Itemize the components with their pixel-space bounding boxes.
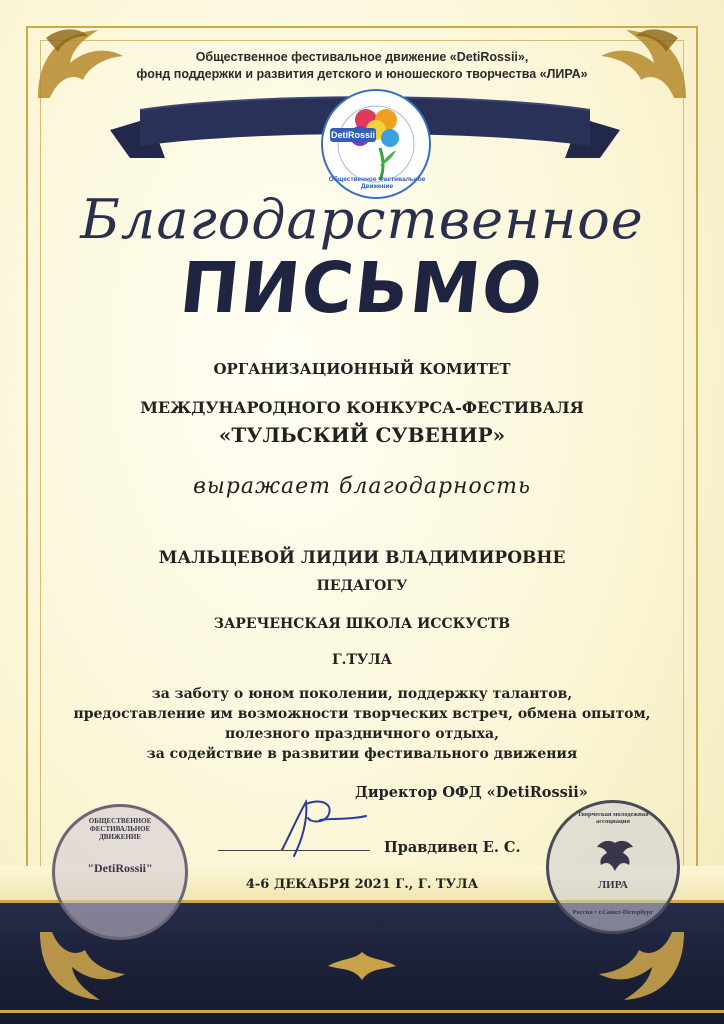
signature-line bbox=[218, 850, 370, 851]
signature-title: Директор ОФД «DetiRossii» bbox=[355, 784, 588, 801]
stamp-right-ring-bottom: Россия • г.Санкт-Петербург bbox=[572, 909, 654, 916]
stamp-lira bbox=[546, 800, 680, 934]
stamp-right-center-text: ЛИРА bbox=[597, 879, 628, 891]
title-line-2: ПИСЬМО bbox=[176, 247, 548, 329]
logo-name-badge bbox=[330, 128, 376, 142]
stamp-left-ring-text: ОБЩЕСТВЕННОЕ ФЕСТИВАЛЬНОЕ ДВИЖЕНИЕ bbox=[88, 817, 152, 841]
double-headed-eagle-icon bbox=[591, 835, 639, 875]
header-line-1: Общественное фестивальное движение «DetiRossii», bbox=[195, 50, 529, 64]
expresses-gratitude: выражает благодарность bbox=[193, 474, 531, 499]
header-line-2: фонд поддержки и развития детского и юношеского творчества «ЛИРА» bbox=[136, 67, 588, 81]
stamp-detirossii bbox=[52, 804, 188, 940]
logo-ring-text: Общественное Фестивальное Движение bbox=[328, 176, 426, 190]
city-name: Г.ТУЛА bbox=[331, 652, 393, 668]
event-date: 4-6 ДЕКАБРЯ 2021 Г., Г. ТУЛА bbox=[245, 877, 479, 892]
reason-line-1: за заботу о юном поколении, поддержку талантов, bbox=[151, 686, 573, 702]
recipient-role: ПЕДАГОГУ bbox=[316, 578, 408, 594]
contest-heading: МЕЖДУНАРОДНОГО КОНКУРСА-ФЕСТИВАЛЯ bbox=[140, 398, 584, 417]
stamp-left-center-text: "DetiRossii" bbox=[87, 861, 153, 875]
center-ornament-bottom bbox=[322, 946, 402, 986]
recipient-name: МАЛЬЦЕВОЙ ЛИДИИ ВЛАДИМИРОВНЕ bbox=[158, 548, 566, 568]
reason-line-4: за содействие в развитии фестивального движения bbox=[146, 746, 578, 762]
school-name: ЗАРЕЧЕНСКАЯ ШКОЛА ИССКУСТВ bbox=[213, 616, 511, 632]
corner-ornament-bottom-right bbox=[584, 922, 694, 1012]
reason-line-3: полезного праздничного отдыха, bbox=[225, 726, 499, 742]
title-line-1: Благодарственное bbox=[80, 188, 644, 251]
festival-name: «ТУЛЬСКИЙ СУВЕНИР» bbox=[218, 423, 506, 447]
stamp-right-ring-top: Творческая молодежная ассоциация bbox=[577, 811, 649, 825]
signature-name: Правдивец Е. С. bbox=[384, 839, 521, 856]
logo-name: DetiRossii bbox=[330, 130, 375, 140]
committee-heading: ОРГАНИЗАЦИОННЫЙ КОМИТЕТ bbox=[213, 360, 511, 378]
reason-line-2: предоставление им возможности творческих встреч, обмена опытом, bbox=[73, 706, 651, 722]
